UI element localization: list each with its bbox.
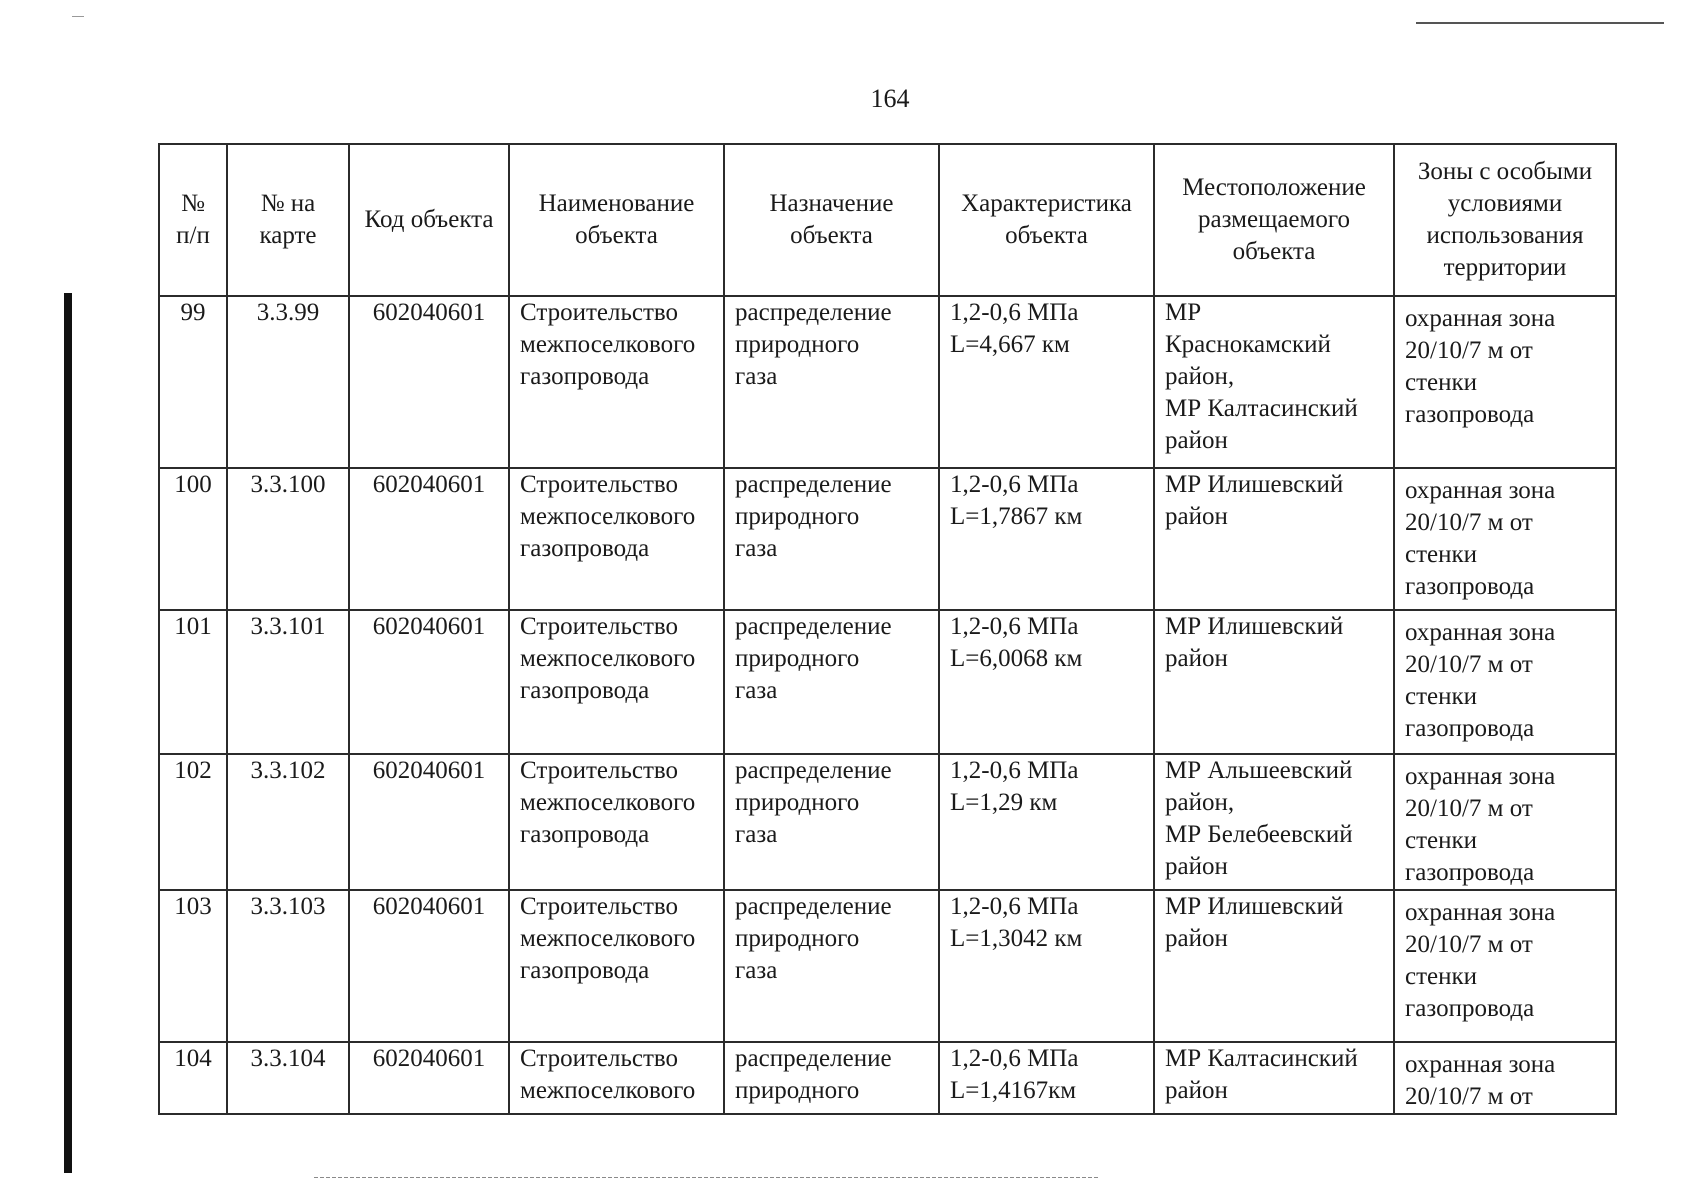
cell-object-location: МР Альшеевский район, МР Белебеевский район (1154, 754, 1394, 890)
table-header-row (159, 144, 1616, 296)
cell-map-number: 3.3.99 (227, 296, 349, 468)
cell-object-characteristic: 1,2-0,6 МПа L=1,3042 км (939, 890, 1154, 1042)
table-row (159, 610, 1616, 754)
cell-row-number: 99 (159, 296, 227, 468)
cell-object-code: 602040601 (349, 890, 509, 1042)
cell-object-characteristic: 1,2-0,6 МПа L=1,4167км (939, 1042, 1154, 1114)
table-row (159, 1042, 1616, 1114)
cell-special-zone: охранная зона 20/10/7 м от стенки газопровода (1394, 890, 1616, 1042)
cell-map-number: 3.3.103 (227, 890, 349, 1042)
cell-special-zone: охранная зона 20/10/7 м от стенки газопровода (1394, 754, 1616, 890)
scan-mark (72, 16, 84, 17)
header-special-zones: Зоны с особыми условиями использования территории (1394, 144, 1616, 296)
table-row (159, 890, 1616, 1042)
cell-row-number: 102 (159, 754, 227, 890)
header-row-number: № п/п (159, 144, 227, 296)
scan-edge-line (1416, 22, 1664, 24)
cell-object-name: Строительство межпоселкового (509, 1042, 724, 1114)
header-object-characteristic: Характеристика объекта (939, 144, 1154, 296)
cell-object-purpose: распределение природного газа (724, 296, 939, 468)
header-object-name: Наименование объекта (509, 144, 724, 296)
cell-object-purpose: распределение природного газа (724, 610, 939, 754)
cell-special-zone: охранная зона 20/10/7 м от стенки газопровода (1394, 296, 1616, 468)
cell-object-location: МР Илишевский район (1154, 890, 1394, 1042)
cell-map-number: 3.3.100 (227, 468, 349, 610)
cell-object-code: 602040601 (349, 610, 509, 754)
cell-object-name: Строительство межпоселкового газопровода (509, 296, 724, 468)
cell-row-number: 101 (159, 610, 227, 754)
table-row (159, 468, 1616, 610)
cell-special-zone: охранная зона 20/10/7 м от стенки газопровода (1394, 468, 1616, 610)
cell-object-name: Строительство межпоселкового газопровода (509, 468, 724, 610)
cell-object-name: Строительство межпоселкового газопровода (509, 754, 724, 890)
cell-map-number: 3.3.104 (227, 1042, 349, 1114)
cell-row-number: 100 (159, 468, 227, 610)
cell-object-location: МР Илишевский район (1154, 610, 1394, 754)
cell-special-zone: охранная зона 20/10/7 м от стенки газопровода (1394, 610, 1616, 754)
cell-object-location: МР Калтасинский район (1154, 1042, 1394, 1114)
cell-object-purpose: распределение природного газа (724, 468, 939, 610)
table-row (159, 296, 1616, 468)
cell-object-characteristic: 1,2-0,6 МПа L=6,0068 км (939, 610, 1154, 754)
cell-object-characteristic: 1,2-0,6 МПа L=4,667 км (939, 296, 1154, 468)
cell-object-name: Строительство межпоселкового газопровода (509, 610, 724, 754)
cell-object-code: 602040601 (349, 754, 509, 890)
cell-object-purpose: распределение природного газа (724, 890, 939, 1042)
cell-row-number: 104 (159, 1042, 227, 1114)
objects-table (158, 143, 1617, 1115)
cell-object-name: Строительство межпоселкового газопровода (509, 890, 724, 1042)
cell-object-purpose: распределение природного газа (724, 754, 939, 890)
header-object-code: Код объекта (349, 144, 509, 296)
cell-object-purpose: распределение природного (724, 1042, 939, 1114)
cell-object-characteristic: 1,2-0,6 МПа L=1,29 км (939, 754, 1154, 890)
header-object-purpose: Назначение объекта (724, 144, 939, 296)
scan-binding-bar (64, 293, 72, 1173)
cell-map-number: 3.3.102 (227, 754, 349, 890)
cell-row-number: 103 (159, 890, 227, 1042)
header-map-number: № на карте (227, 144, 349, 296)
page-number: 164 (870, 84, 910, 113)
cell-object-location: МР Илишевский район (1154, 468, 1394, 610)
cell-special-zone: охранная зона 20/10/7 м от (1394, 1042, 1616, 1114)
header-object-location: Местоположение размещаемого объекта (1154, 144, 1394, 296)
cell-object-characteristic: 1,2-0,6 МПа L=1,7867 км (939, 468, 1154, 610)
cell-map-number: 3.3.101 (227, 610, 349, 754)
cell-object-code: 602040601 (349, 296, 509, 468)
cell-object-code: 602040601 (349, 468, 509, 610)
cell-object-code: 602040601 (349, 1042, 509, 1114)
table-row (159, 754, 1616, 890)
cell-object-location: МР Краснокамский район, МР Калтасинский район (1154, 296, 1394, 468)
scan-edge-line-bottom (314, 1177, 1100, 1178)
